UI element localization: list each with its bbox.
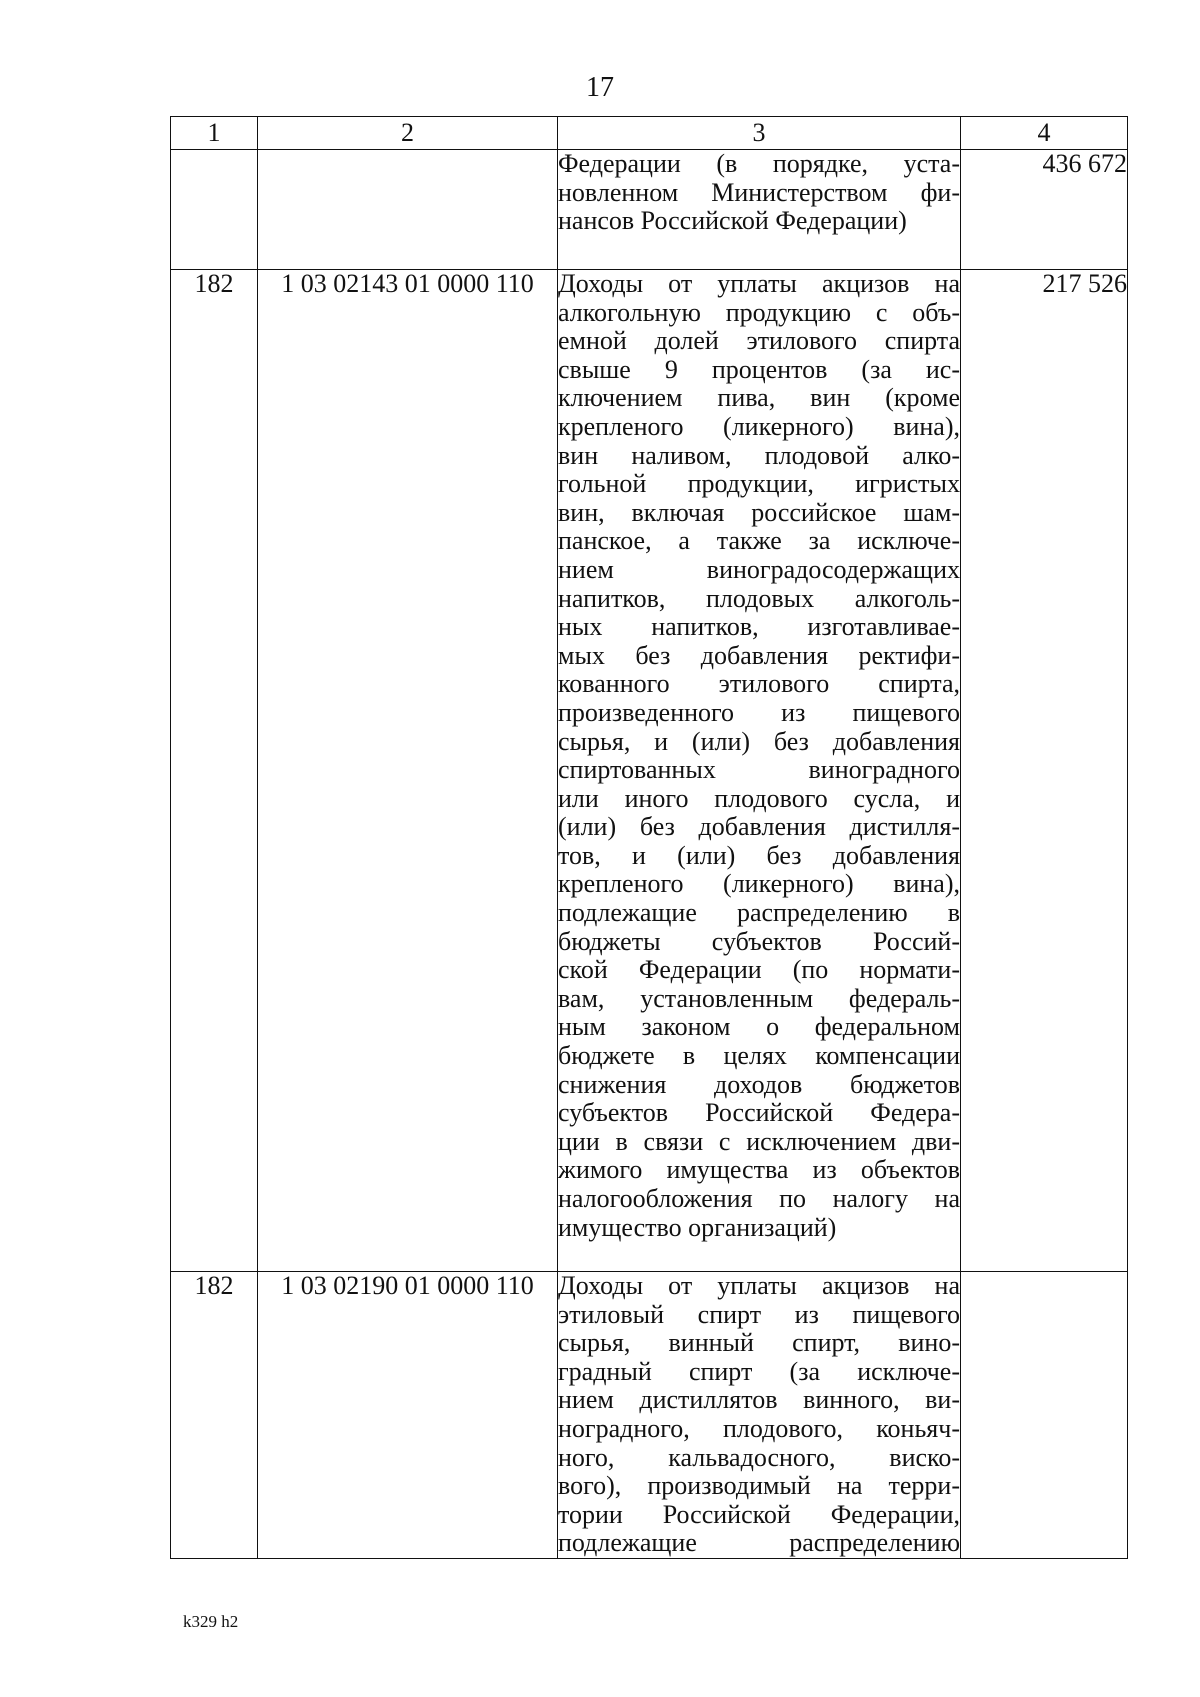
description-line: нием виноградосодержащих xyxy=(558,554,960,584)
description-line: налогообложения по налогу на xyxy=(558,1184,960,1213)
description-line: ции в связи с исключением дви- xyxy=(558,1126,960,1156)
description-line: сырья, винный спирт, вино- xyxy=(558,1328,960,1358)
table-row xyxy=(171,1272,1128,1559)
description-line: гольной продукции, игристых xyxy=(558,469,960,499)
description-line: Федерации (в порядке, уста- xyxy=(558,149,960,178)
description-line: жимого имущества из объектов xyxy=(558,1155,960,1185)
description-line: ного, кальвадосного, виско- xyxy=(558,1442,960,1472)
description-line: вам, установленным федераль- xyxy=(558,983,960,1013)
amount-cell: 217 526 xyxy=(961,270,1128,1272)
description-line: тории Российской Федерации, xyxy=(558,1499,960,1529)
description-line: свыше 9 процентов (за ис- xyxy=(558,354,960,384)
amount-cell: 436 672 xyxy=(961,150,1128,270)
description-line: тов, и (или) без добавления xyxy=(558,840,960,870)
column-header-2: 2 xyxy=(258,117,558,150)
kbk-code-cell: 1 03 02143 01 0000 110 xyxy=(258,270,558,1272)
description-line: панское, а также за исключе- xyxy=(558,526,960,556)
description-line: сырья, и (или) без добавления xyxy=(558,726,960,756)
table-row xyxy=(171,270,1128,1272)
description-line: алкогольную продукцию с объ- xyxy=(558,297,960,327)
description-line: (или) без добавления дистилля- xyxy=(558,812,960,842)
description-line: ных напитков, изготавливае- xyxy=(558,612,960,642)
table-header-row xyxy=(171,117,1128,150)
description-line: вин, включая российское шам- xyxy=(558,497,960,527)
column-header-4: 4 xyxy=(961,117,1128,150)
description-cell xyxy=(558,270,961,1272)
kbk-code-cell: 1 03 02190 01 0000 110 xyxy=(258,1272,558,1559)
description-line: снижения доходов бюджетов xyxy=(558,1069,960,1099)
description-line: этиловый спирт из пищевого xyxy=(558,1299,960,1329)
description-line: мых без добавления ректифи- xyxy=(558,640,960,670)
description-line: крепленого (ликерного) вина), xyxy=(558,869,960,899)
revenue-table xyxy=(170,116,1128,1559)
column-header-3: 3 xyxy=(558,117,961,150)
description-line: емной долей этилового спирта xyxy=(558,326,960,356)
page-number: 17 xyxy=(586,72,614,103)
description-line: кованного этилового спирта, xyxy=(558,669,960,699)
description-line: бюджеты субъектов Россий- xyxy=(558,926,960,956)
description-line: произведенного из пищевого xyxy=(558,697,960,727)
kbk-code-cell xyxy=(258,150,558,270)
description-line: ской Федерации (по нормати- xyxy=(558,955,960,985)
description-line: нансов Российской Федерации) xyxy=(558,206,907,236)
description-line: спиртованных виноградного xyxy=(558,755,960,785)
description-line: имущество организаций) xyxy=(558,1212,837,1242)
table-body xyxy=(171,150,1128,1559)
description-line: ным законом о федеральном xyxy=(558,1012,960,1042)
description-cell xyxy=(558,1272,961,1559)
description-line: крепленого (ликерного) вина), xyxy=(558,411,960,441)
description-line: субъектов Российской Федера- xyxy=(558,1098,960,1128)
admin-code-cell xyxy=(171,150,258,270)
admin-code-cell: 182 xyxy=(171,270,258,1272)
description-line: вин наливом, плодовой алко- xyxy=(558,440,960,470)
column-header-1: 1 xyxy=(171,117,258,150)
table-row xyxy=(171,150,1128,270)
admin-code-cell: 182 xyxy=(171,1272,258,1559)
description-line: бюджете в целях компенсации xyxy=(558,1041,960,1071)
description-line: подлежащие распределению в xyxy=(558,898,960,928)
description-line: ноградного, плодового, коньяч- xyxy=(558,1413,960,1443)
amount-cell xyxy=(961,1272,1128,1559)
description-line: нием дистиллятов винного, ви- xyxy=(558,1385,960,1415)
description-line: подлежащие распределению xyxy=(558,1528,960,1558)
description-cell xyxy=(558,150,961,270)
description-line: Доходы от уплаты акцизов на xyxy=(558,269,960,298)
description-line: новленном Министерством фи- xyxy=(558,177,960,207)
description-line: ключением пива, вин (кроме xyxy=(558,383,960,413)
description-line: Доходы от уплаты акцизов на xyxy=(558,1271,960,1300)
description-line: градный спирт (за исключе- xyxy=(558,1356,960,1386)
description-line: напитков, плодовых алкоголь- xyxy=(558,583,960,613)
footer-document-code: k329 h2 xyxy=(183,1612,239,1631)
description-line: или иного плодового сусла, и xyxy=(558,783,960,813)
description-line: вого), производимый на терри- xyxy=(558,1471,960,1501)
